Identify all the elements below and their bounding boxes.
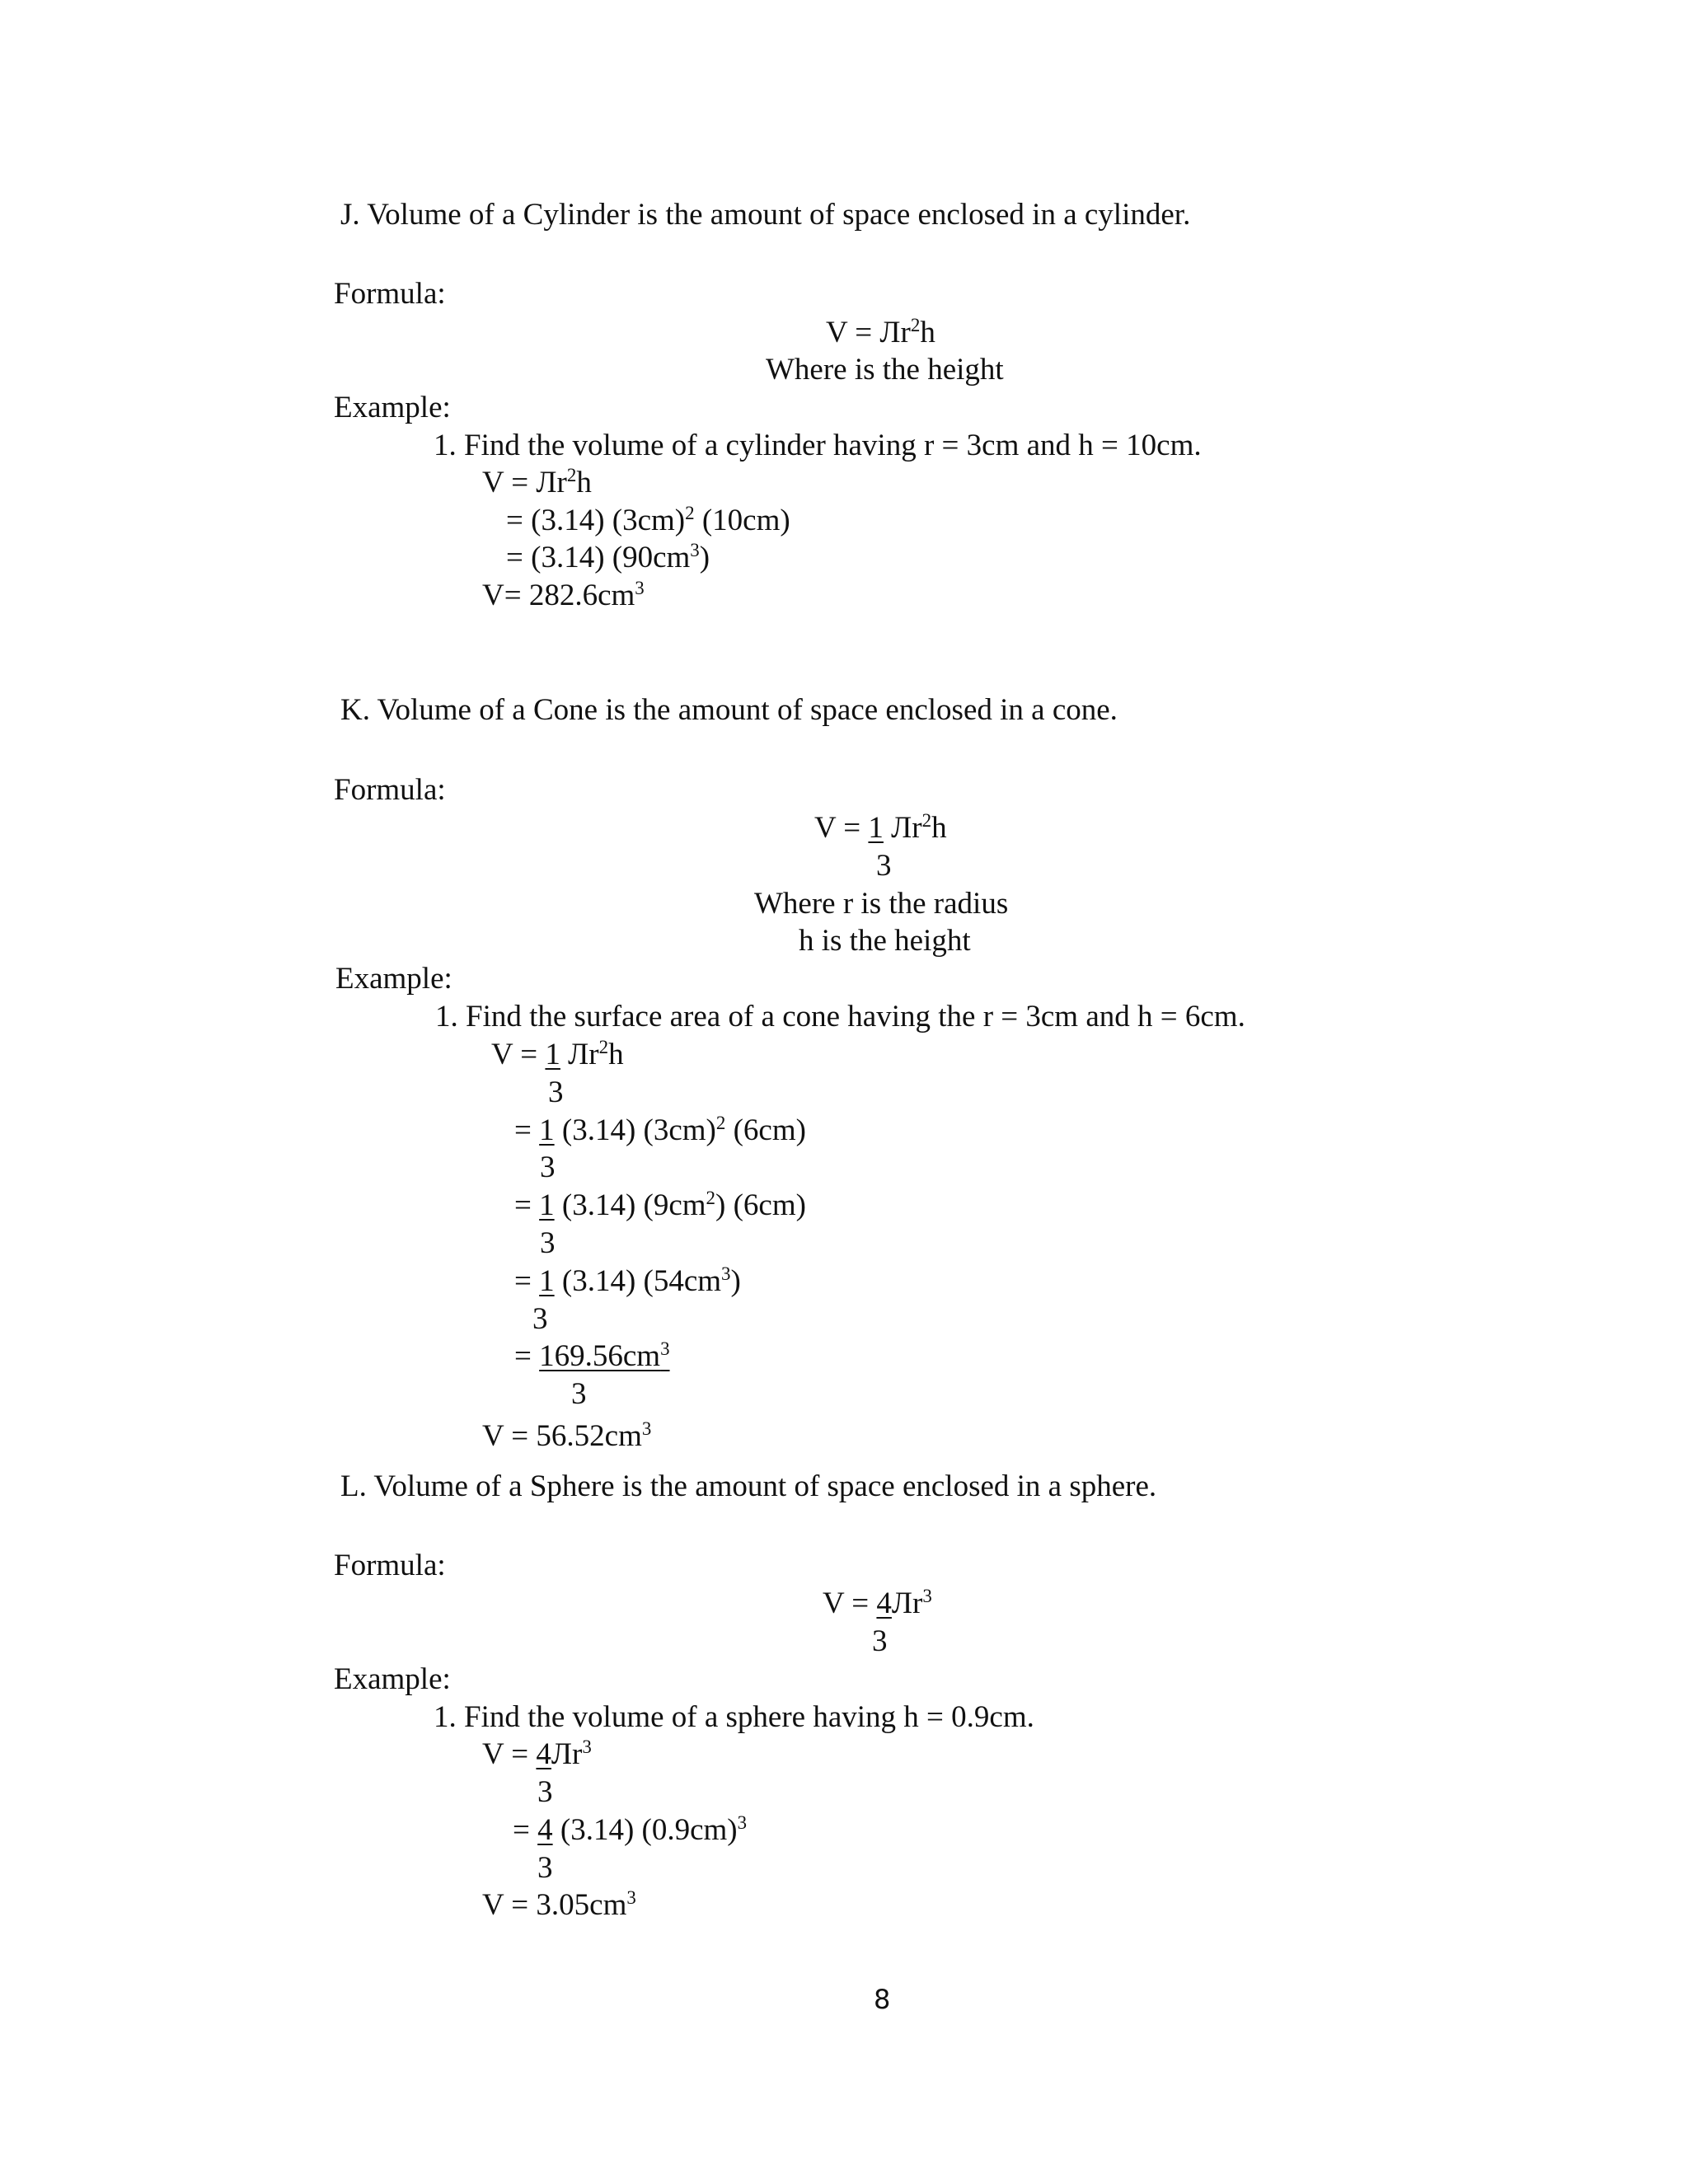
- section-k-where-radius: Where r is the radius: [754, 887, 1009, 921]
- section-j-formula: $V = Лr^2h$: [826, 315, 935, 349]
- section-j-where: Where is the height: [766, 353, 1004, 387]
- section-k-step-5-denominator: 3: [571, 1377, 587, 1411]
- section-k-where-height: h is the height: [799, 924, 971, 958]
- section-j-step-3: = (3.14) $(90cm^3)$: [506, 540, 710, 574]
- section-j-result: $V= 282.6cm^3$: [482, 578, 645, 612]
- section-k-step-4-denominator: 3: [532, 1302, 548, 1336]
- section-l-formula-label: Formula:: [334, 1549, 446, 1582]
- section-j-formula-label: Formula:: [334, 277, 446, 311]
- section-l-formula-denominator: 3: [872, 1624, 888, 1658]
- section-k-step-3: = 1 (3.14) $(9cm^2)$ (6cm): [514, 1188, 806, 1222]
- section-j-example-label: Example:: [334, 391, 451, 424]
- section-l-example-label: Example:: [334, 1662, 451, 1696]
- section-k-step-2-denominator: 3: [540, 1151, 556, 1184]
- section-k-heading: K. Volume of a Cone is the amount of space enclosed in a cone.: [340, 693, 1118, 727]
- section-k-step-5: = $169.56cm^3$: [514, 1338, 670, 1373]
- section-k-step-4: = 1 (3.14) $(54cm^3)$: [514, 1263, 741, 1298]
- section-k-problem: 1. Find the surface area of a cone having the r = 3cm and h = 6cm.: [435, 1000, 1245, 1033]
- section-l-step-2: = 4 (3.14) $(0.9cm)^3$: [513, 1812, 748, 1847]
- section-l-heading: L. Volume of a Sphere is the amount of space enclosed in a sphere.: [340, 1469, 1157, 1503]
- section-l-step-2-denominator: 3: [537, 1851, 553, 1885]
- section-j-problem: 1. Find the volume of a cylinder having r = 3cm and h = 10cm.: [434, 429, 1202, 462]
- section-j-step-1: $V = Лr^2h$: [482, 465, 592, 499]
- section-j-heading: J. Volume of a Cylinder is the amount of space enclosed in a cylinder.: [340, 198, 1191, 232]
- section-k-formula: V = 1 $Лr^2h$: [814, 810, 947, 845]
- section-l-problem: 1. Find the volume of a sphere having h = 0.9cm.: [434, 1700, 1034, 1734]
- section-l-step-1-denominator: 3: [537, 1775, 553, 1809]
- section-k-formula-denominator: 3: [876, 849, 892, 883]
- section-k-step-2: = 1 (3.14) $(3cm)^2$ (6cm): [514, 1113, 806, 1147]
- page-number: 8: [874, 1984, 891, 2015]
- section-k-step-1-denominator: 3: [548, 1076, 564, 1109]
- section-l-formula: $V = 4Лr^3$: [823, 1586, 932, 1620]
- section-l-result: $V = 3.05cm^3$: [482, 1887, 636, 1922]
- section-k-example-label: Example:: [335, 962, 452, 996]
- section-k-step-3-denominator: 3: [540, 1226, 556, 1260]
- section-l-step-1: $V = 4Лr^3$: [482, 1736, 592, 1771]
- section-k-formula-label: Formula:: [334, 773, 446, 807]
- section-k-step-1: V = 1 $Лr^2h$: [491, 1037, 624, 1071]
- section-k-result: $V = 56.52cm^3$: [482, 1418, 652, 1453]
- section-j-step-2: = (3.14) $(3cm)^2$ (10cm): [506, 503, 790, 537]
